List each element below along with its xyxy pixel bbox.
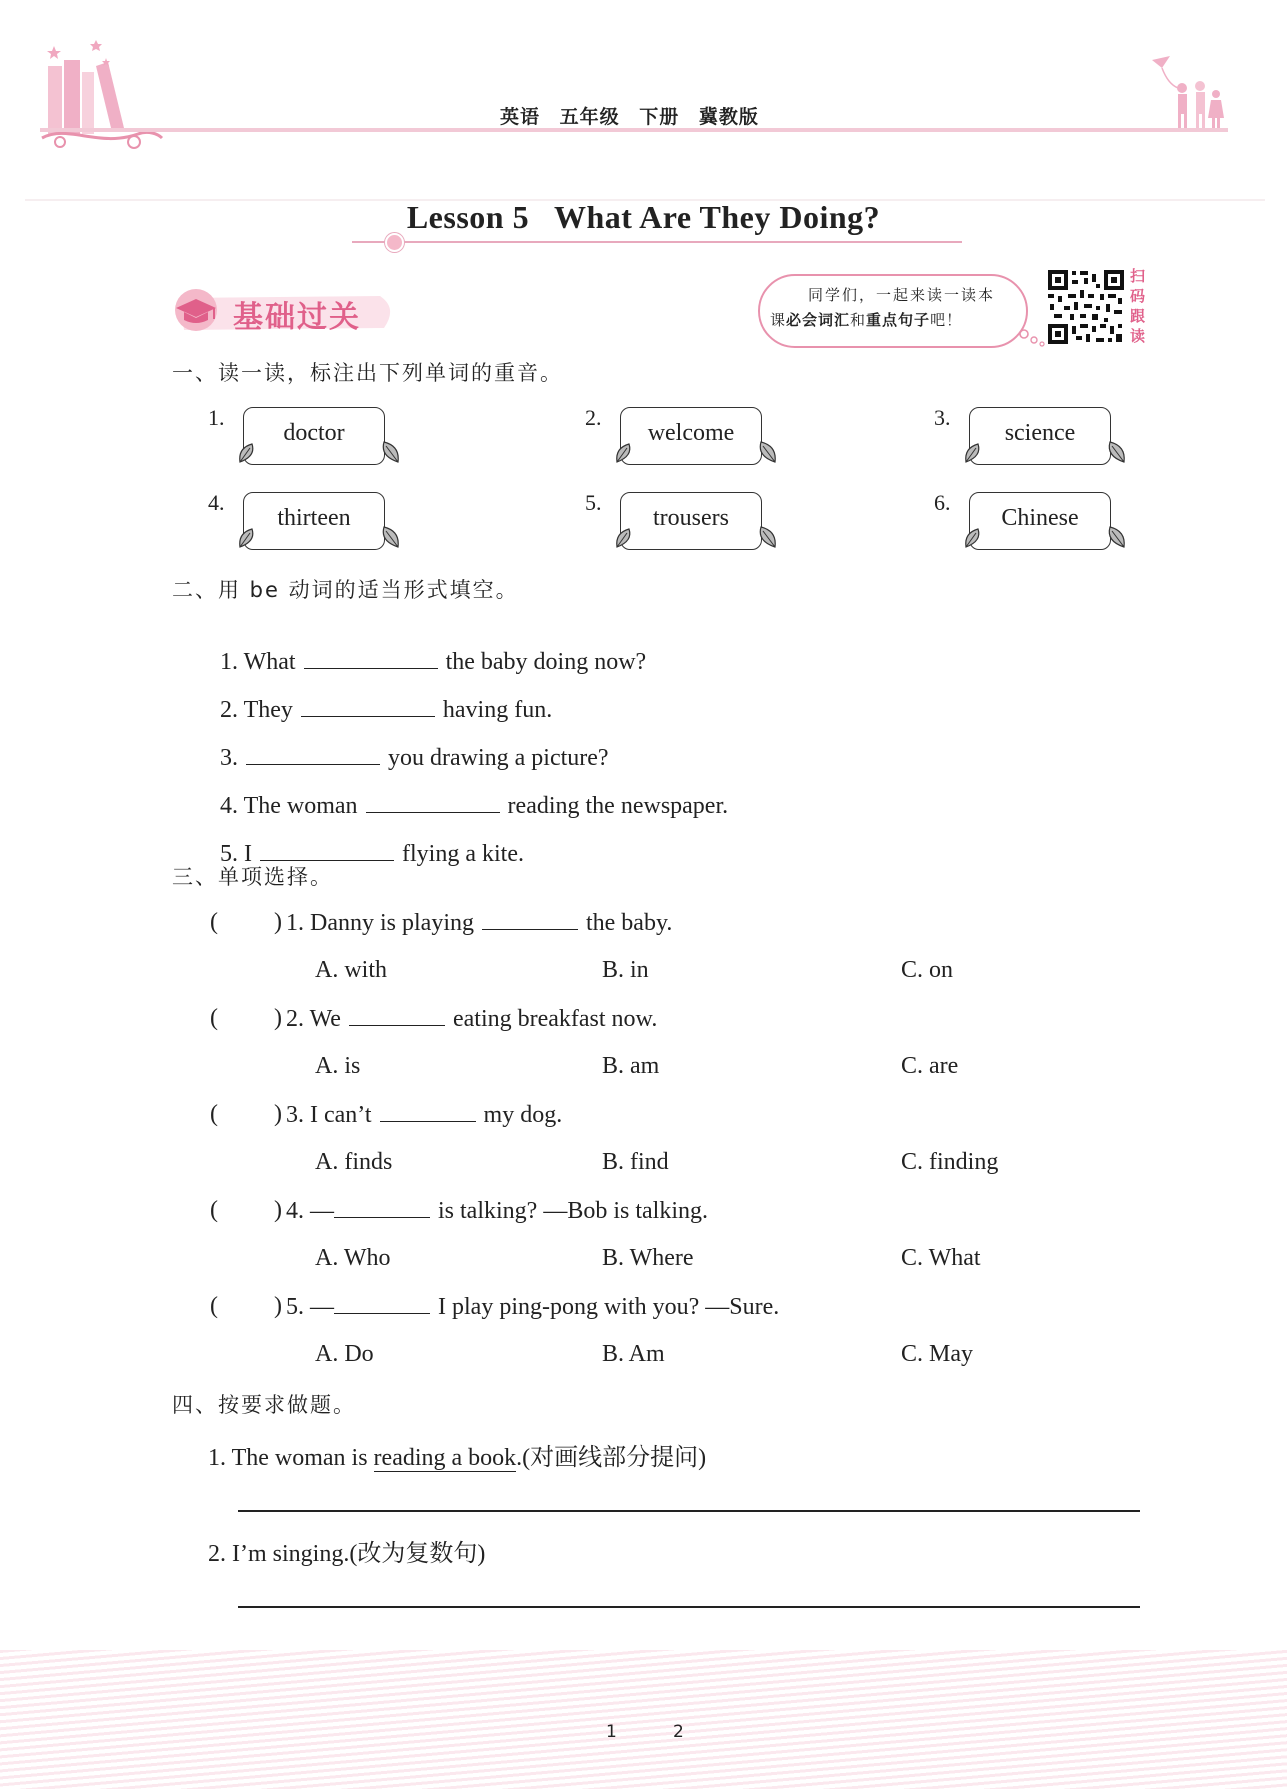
leaf-icon (1098, 523, 1128, 551)
answer-blank[interactable] (334, 1293, 430, 1314)
mc-option-b[interactable]: B. Am (602, 1341, 665, 1367)
mc-option-a[interactable]: A. is (315, 1053, 361, 1079)
mc-question-4: 4. — is talking? —Bob is talking. (286, 1198, 708, 1224)
fill-blank-item-5: 5. I flying a kite. (220, 841, 524, 867)
bubble-line2: 课必会词汇和重点句子吧！ (770, 311, 963, 329)
footer-band (0, 1650, 1287, 1789)
word-text: welcome (647, 420, 735, 446)
answer-paren-close: ) (274, 1005, 282, 1031)
mc-option-a[interactable]: A. finds (315, 1149, 393, 1175)
answer-blank[interactable] (246, 744, 380, 765)
leaf-icon (613, 525, 643, 551)
answer-line[interactable] (238, 1606, 1140, 1608)
mc-question-2: 2. We eating breakfast now. (286, 1006, 658, 1032)
fill-blank-item-1: 1. What the baby doing now? (220, 649, 647, 675)
answer-paren-close: ) (274, 909, 282, 935)
mc-option-a[interactable]: A. Who (315, 1245, 391, 1271)
fill-blank-item-2: 2. They having fun. (220, 697, 553, 723)
graduation-cap-icon (168, 286, 224, 332)
word-number: 5. (585, 490, 602, 515)
mc-option-c[interactable]: C. are (901, 1053, 959, 1079)
answer-blank[interactable] (301, 696, 435, 717)
mc-option-b[interactable]: B. find (602, 1149, 669, 1175)
leaf-icon (749, 523, 779, 551)
answer-blank[interactable] (260, 840, 394, 861)
mc-option-c[interactable]: C. on (901, 957, 954, 983)
word-number: 6. (934, 490, 951, 515)
word-text: thirteen (277, 505, 351, 531)
leaf-icon (236, 440, 266, 466)
word-text: Chinese (1001, 505, 1079, 531)
title-rule (352, 241, 962, 243)
section-title: 基础过关 (233, 300, 361, 335)
answer-paren-close: ) (274, 1101, 282, 1127)
mc-question-5: 5. — I play ping-pong with you? —Sure. (286, 1294, 780, 1320)
mc-option-a[interactable]: A. with (315, 957, 387, 983)
answer-paren-close: ) (274, 1197, 282, 1223)
leaf-icon (372, 523, 402, 551)
answer-paren-open: ( (210, 1005, 218, 1031)
word-number: 2. (585, 405, 602, 430)
word-number: 1. (208, 405, 225, 430)
mc-option-b[interactable]: B. am (602, 1053, 660, 1079)
mc-option-b[interactable]: B. Where (602, 1245, 694, 1271)
qr-code-icon[interactable] (1046, 268, 1126, 346)
mc-option-b[interactable]: B. in (602, 957, 649, 983)
header-subtitle: 英语 五年级 下册 冀教版 (500, 106, 759, 128)
bubble-tail-icon (1018, 326, 1048, 348)
mc-option-a[interactable]: A. Do (315, 1341, 374, 1367)
answer-line[interactable] (238, 1510, 1140, 1512)
header-decoration-icon (38, 38, 168, 158)
mc-option-c[interactable]: C. May (901, 1341, 973, 1367)
word-text: doctor (283, 420, 345, 446)
kids-kite-icon (1148, 54, 1228, 132)
leaf-icon (613, 440, 643, 466)
leaf-icon (749, 438, 779, 466)
word-number: 3. (934, 405, 951, 430)
answer-blank[interactable] (482, 909, 578, 930)
answer-paren-open: ( (210, 909, 218, 935)
answer-paren-open: ( (210, 1293, 218, 1319)
answer-blank[interactable] (380, 1101, 476, 1122)
page-number-left: 1 (606, 1722, 617, 1742)
mc-question-3: 3. I can’t my dog. (286, 1102, 563, 1128)
word-number: 4. (208, 490, 225, 515)
leaf-icon (1098, 438, 1128, 466)
answer-blank[interactable] (334, 1197, 430, 1218)
part1-heading: 一、读一读，标注出下列单词的重音。 (172, 361, 563, 385)
mc-option-c[interactable]: C. What (901, 1245, 981, 1271)
rewrite-question-1: 1. The woman is reading a book.(对画线部分提问) (208, 1445, 707, 1471)
answer-paren-open: ( (210, 1197, 218, 1223)
answer-paren-open: ( (210, 1101, 218, 1127)
bubble-line1: 同学们，一起来读一读本 (808, 286, 996, 304)
answer-blank[interactable] (304, 648, 438, 669)
part3-heading: 三、单项选择。 (172, 865, 333, 889)
title-dot-icon (385, 233, 404, 252)
part2-heading: 二、用 be 动词的适当形式填空。 (172, 578, 519, 602)
mc-option-c[interactable]: C. finding (901, 1149, 999, 1175)
word-text: trousers (653, 505, 729, 531)
answer-paren-close: ) (274, 1293, 282, 1319)
leaf-icon (962, 525, 992, 551)
word-text: science (1004, 420, 1076, 446)
lesson-title: Lesson 5 What Are They Doing? (406, 199, 881, 235)
fill-blank-item-3: 3. you drawing a picture? (220, 745, 609, 771)
rewrite-question-2: 2. I’m singing.(改为复数句) (208, 1541, 486, 1567)
underlined-phrase: reading a book (373, 1445, 517, 1471)
leaf-icon (236, 525, 266, 551)
answer-blank[interactable] (366, 792, 500, 813)
qr-label: 扫码跟读 (1130, 267, 1146, 345)
mc-question-1: 1. Danny is playing the baby. (286, 910, 673, 936)
leaf-icon (962, 440, 992, 466)
part4-heading: 四、按要求做题。 (172, 1393, 356, 1417)
leaf-icon (372, 438, 402, 466)
answer-blank[interactable] (349, 1005, 445, 1026)
page-number-right: 2 (673, 1722, 684, 1742)
fill-blank-item-4: 4. The woman reading the newspaper. (220, 793, 729, 819)
